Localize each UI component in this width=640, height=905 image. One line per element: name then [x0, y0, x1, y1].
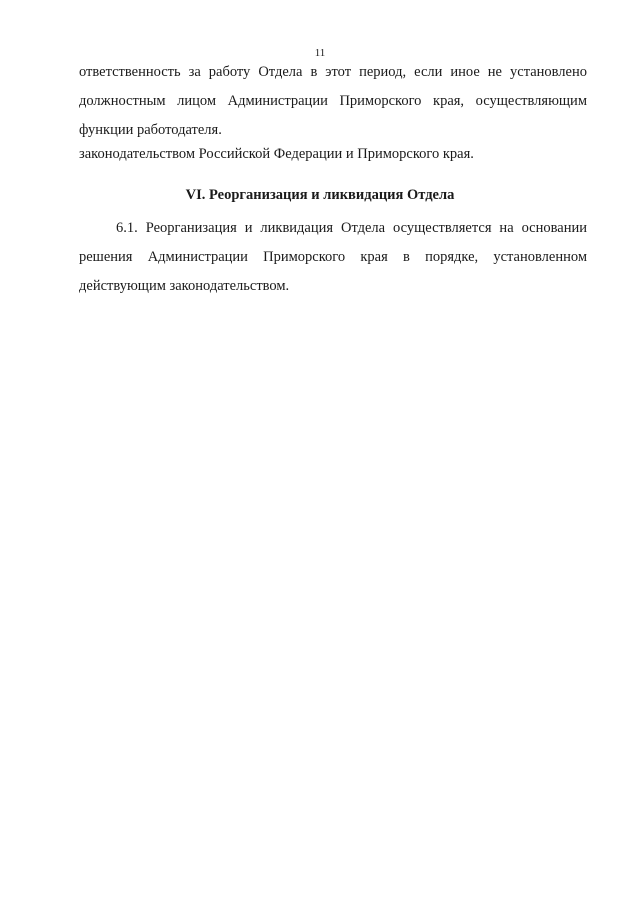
paragraph-line: 6.1. Реорганизация и ликвидация Отдела осуществляется на основании	[116, 220, 587, 236]
paragraph-line: должностным лицом Администрации Приморского края, осуществляющим	[79, 93, 587, 109]
paragraph-line: законодательством Российской Федерации и Приморского края.	[79, 146, 474, 162]
page-number: 11	[314, 47, 326, 59]
paragraph-line: решения Администрации Приморского края в порядке, установленном	[79, 249, 587, 265]
paragraph-line: функции работодателя.	[79, 122, 222, 138]
section-heading: VI. Реорганизация и ликвидация Отдела	[185, 187, 455, 203]
continuation-paragraph	[79, 58, 587, 145]
clause-paragraph	[79, 214, 587, 301]
paragraph-line: ответственность за работу Отдела в этот период, если иное не установлено	[79, 64, 587, 80]
legislation-paragraph	[79, 140, 587, 169]
paragraph-line: действующим законодательством.	[79, 278, 290, 294]
